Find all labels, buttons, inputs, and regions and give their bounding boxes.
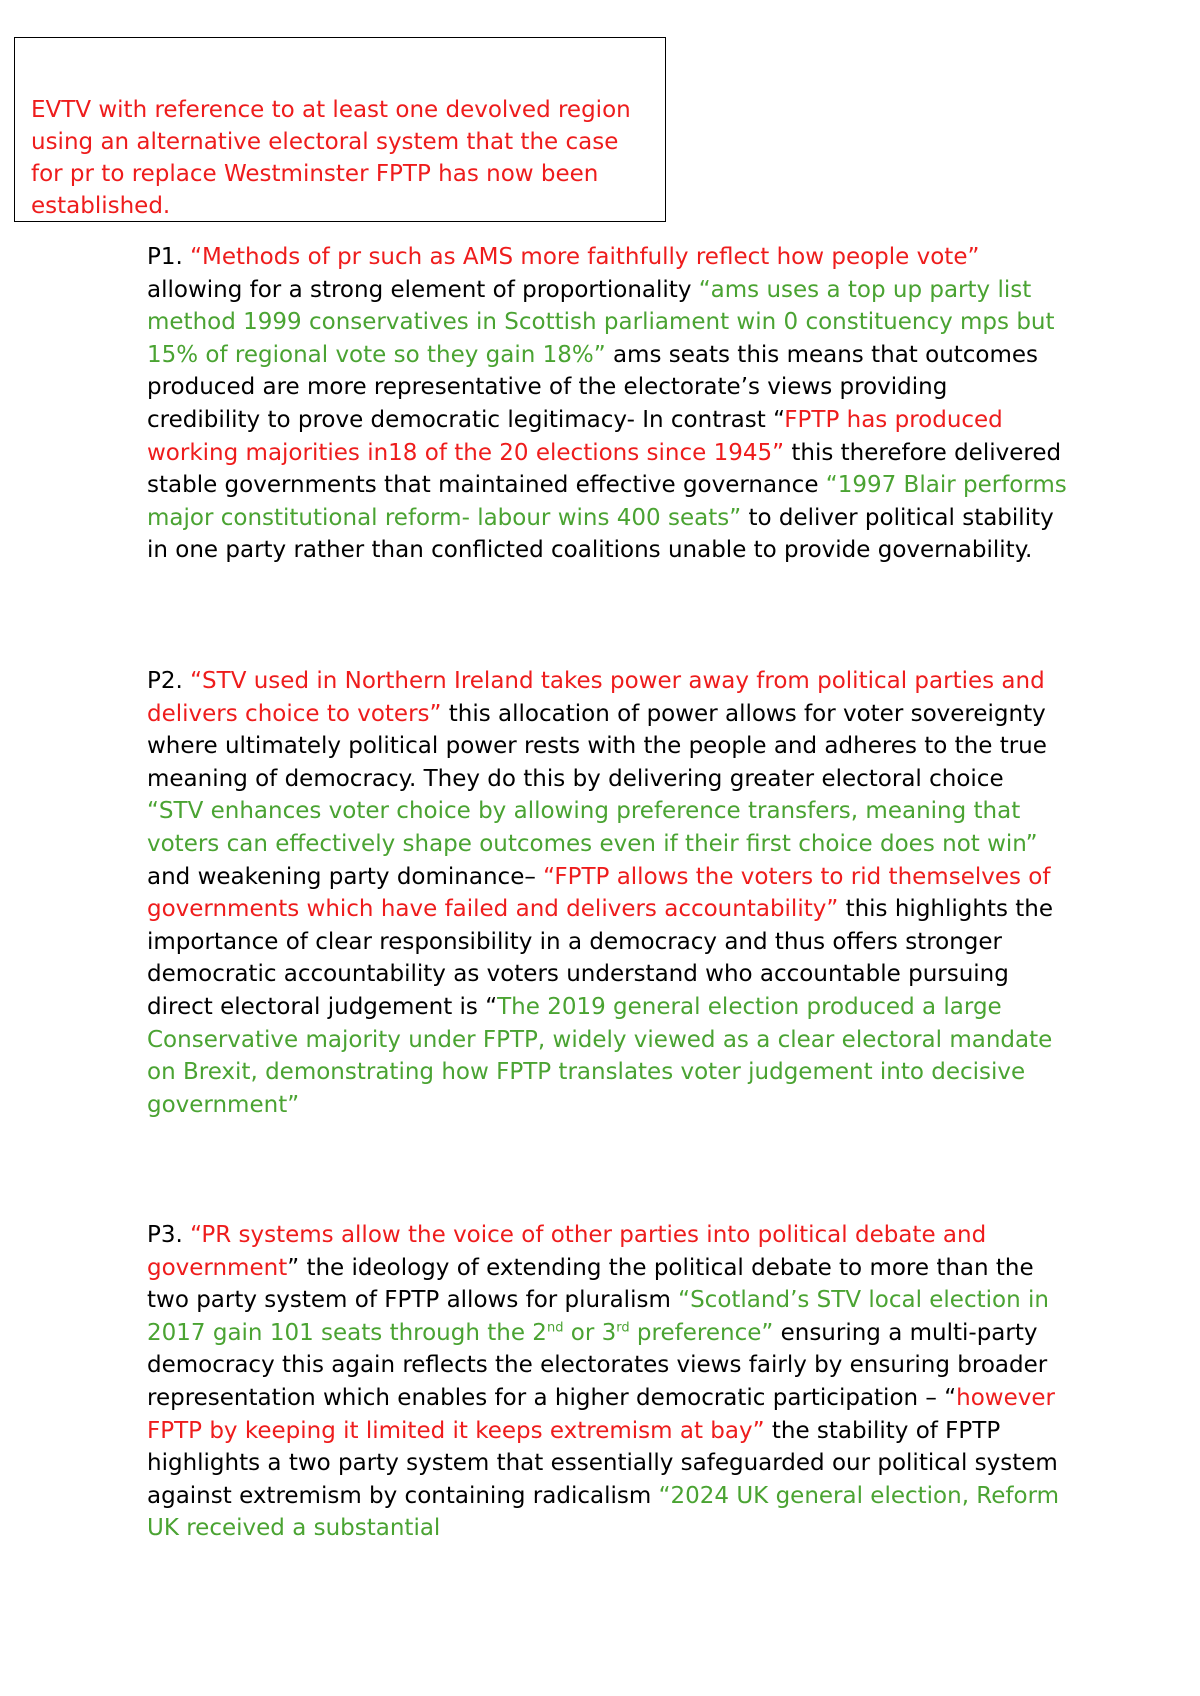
body-text: allowing for a strong element of proportionality — [147, 276, 699, 303]
body-text: ams seats this means that outcomes produced are more representative of the electorate’s views providing credibility to prove democratic legitimacy- In contrast “ — [147, 341, 1039, 433]
body-text: this therefore delivered stable governments that maintained effective governance — [147, 439, 1062, 499]
evidence-text: preference” — [629, 1319, 774, 1346]
body-text: to deliver political stability in one party rather than conflicted coalitions unable to provide governability. — [147, 504, 1054, 564]
claim-text: “FPTP allows the voters to rid themselves of governments which have failed and delivers accountability” — [147, 863, 1051, 923]
claim-text: however FPTP by keeping it limited it keeps extremism at bay” — [147, 1384, 1055, 1444]
evidence-text: or 3 — [563, 1319, 617, 1346]
evidence-text: “STV enhances voter choice by allowing preference transfers, meaning that voters can effectively shape outcomes even if their first choice does not win” — [147, 798, 1038, 857]
paragraph-p2 — [147, 665, 1067, 1121]
paragraph-p1 — [147, 241, 1067, 567]
evidence-text: “1997 Blair performs major constitutional reform- labour wins 400 seats” — [147, 472, 1067, 531]
claim-text: “STV used in Northern Ireland takes power away from political parties and delivers choice to voters” — [147, 668, 1045, 727]
superscript-text: rd — [616, 1320, 630, 1336]
evidence-text: The 2019 general election produced a large Conservative majority under FPTP, widely viewed as a clear electoral mandate on Brexit, demonstrating how FPTP translates voter judgement into decisive government” — [147, 993, 1053, 1118]
question-text: EVTV with reference to at least one devolved region using an alternative electoral system that the case for pr to replace Westminster FPTP has now been established. — [31, 97, 631, 219]
body-text: the stability of FPTP highlights a two party system that essentially safeguarded our political system against extremism by containing radicalism — [147, 1417, 1058, 1509]
body-text: and weakening party dominance– — [147, 863, 544, 890]
body-text: this highlights the importance of clear responsibility in a democracy and thus offers stronger democratic accountability as voters understand who accountable pursuing direct electoral judgement is “ — [147, 896, 1054, 1020]
body-text: this allocation of power allows for voter sovereignty where ultimately political power rests with the people and adheres to the true meaning of democracy. They do this by delivering greater electoral choice — [147, 700, 1047, 792]
question-box — [14, 37, 666, 222]
paragraph-label: P1. — [147, 244, 191, 270]
claim-text: “Methods of pr such as AMS more faithfully reflect how people vote” — [190, 244, 980, 270]
evidence-text: “Scotland’s STV local election in 2017 gain 101 seats through the 2 — [147, 1287, 1049, 1346]
evidence-text: “2024 UK general election, Reform UK received a substantial — [147, 1482, 1060, 1542]
paragraph-label: P3. — [147, 1222, 191, 1248]
body-text: ” the ideology of extending the political debate to more than the two party system of FPTP allows for pluralism — [147, 1254, 1034, 1314]
claim-text: FPTP has produced working majorities in18 of the 20 elections since 1945” — [147, 406, 1003, 466]
body-text: ensuring a multi-party democracy this again reflects the electorates views fairly by ensuring broader representation which enables for a higher democratic participation – “ — [147, 1319, 1048, 1411]
paragraph-p3 — [147, 1219, 1067, 1545]
claim-text: “PR systems allow the voice of other parties into political debate and government — [147, 1222, 987, 1281]
paragraph-label: P2. — [147, 668, 191, 694]
evidence-text: “ams uses a top up party list method 1999 conservatives in Scottish parliament win 0 constituency mps but 15% of regional vote so they gain 18%” — [147, 276, 1055, 368]
superscript-text: nd — [546, 1320, 564, 1336]
